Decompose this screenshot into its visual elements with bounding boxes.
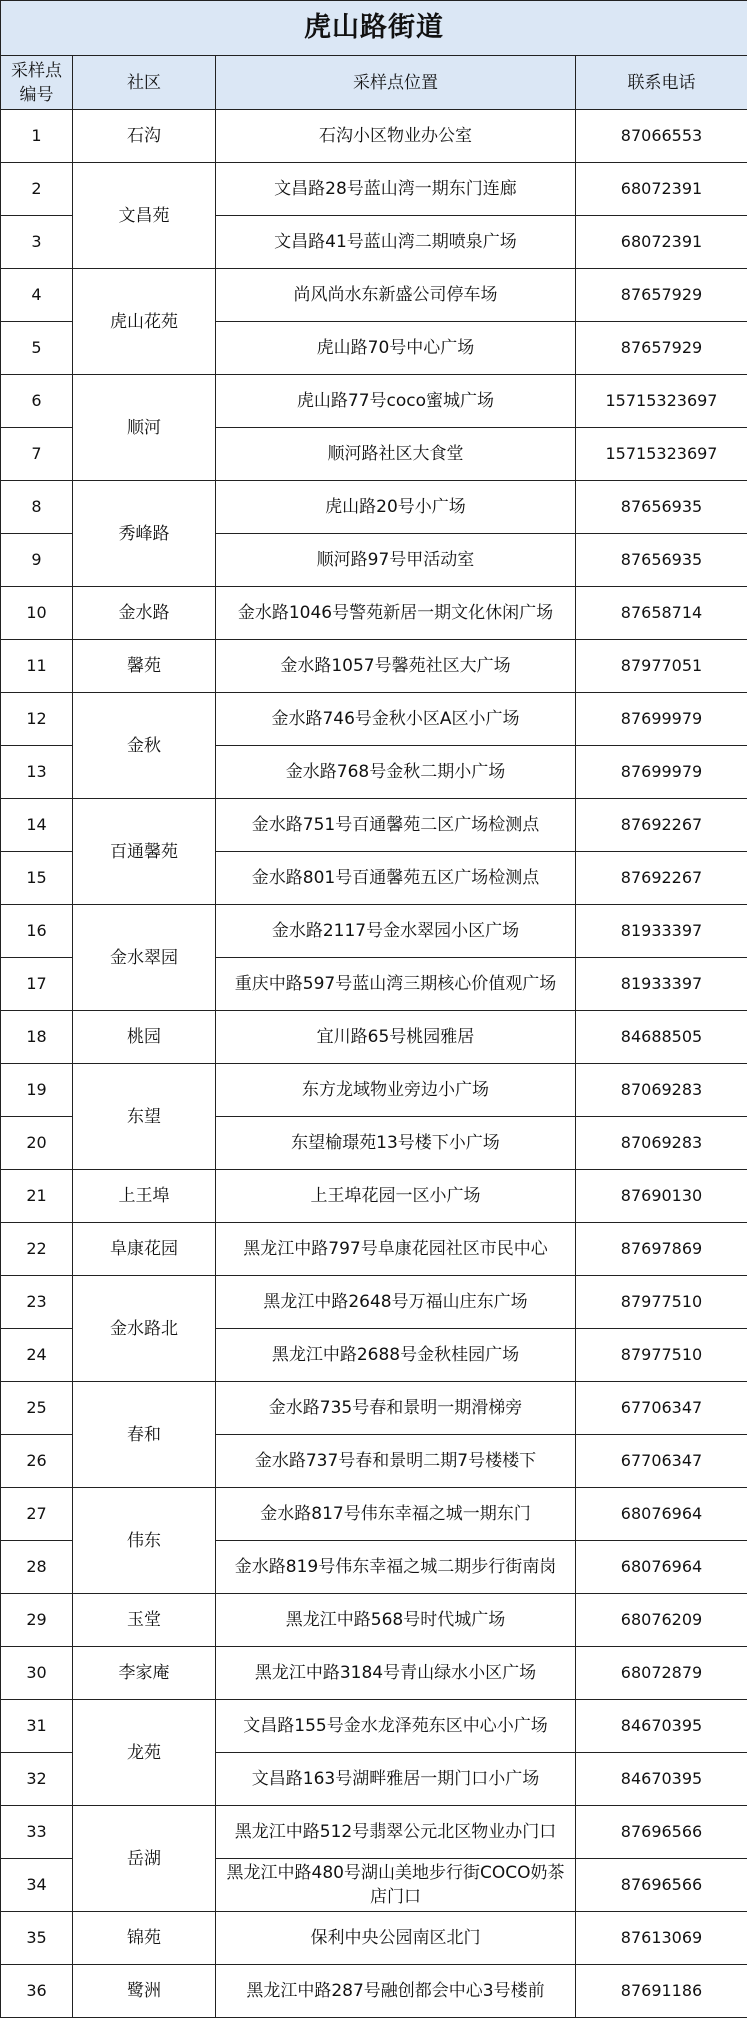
table-row	[1, 1011, 747, 1064]
cell-location: 金水路746号金秋小区A区小广场	[216, 693, 576, 746]
cell-location: 顺河路社区大食堂	[216, 428, 576, 481]
cell-location: 虎山路70号中心广场	[216, 322, 576, 375]
cell-id: 4	[1, 269, 73, 322]
cell-location: 文昌路28号蓝山湾一期东门连廊	[216, 163, 576, 216]
cell-location: 重庆中路597号蓝山湾三期核心价值观广场	[216, 958, 576, 1011]
table-row	[1, 640, 747, 693]
cell-location: 金水路1046号警苑新居一期文化休闲广场	[216, 587, 576, 640]
table-row	[1, 269, 747, 322]
table-row	[1, 110, 747, 163]
table-row	[1, 375, 747, 428]
cell-community: 玉堂	[73, 1594, 216, 1647]
cell-community: 岳湖	[73, 1806, 216, 1912]
cell-phone: 68072391	[576, 216, 747, 269]
cell-phone: 68072879	[576, 1647, 747, 1700]
cell-id: 16	[1, 905, 73, 958]
table-row	[1, 1700, 747, 1753]
cell-location: 保利中央公园南区北门	[216, 1912, 576, 1965]
table-row	[1, 1382, 747, 1435]
cell-community: 金水翠园	[73, 905, 216, 1011]
cell-id: 7	[1, 428, 73, 481]
table-row	[1, 1806, 747, 1859]
cell-community: 石沟	[73, 110, 216, 163]
cell-location: 金水路751号百通馨苑二区广场检测点	[216, 799, 576, 852]
cell-phone: 67706347	[576, 1435, 747, 1488]
cell-location: 黑龙江中路2688号金秋桂园广场	[216, 1329, 576, 1382]
cell-community: 文昌苑	[73, 163, 216, 269]
cell-phone: 87696566	[576, 1859, 747, 1912]
cell-location: 金水路735号春和景明一期滑梯旁	[216, 1382, 576, 1435]
cell-id: 32	[1, 1753, 73, 1806]
cell-id: 23	[1, 1276, 73, 1329]
table-body	[1, 110, 747, 2018]
cell-id: 29	[1, 1594, 73, 1647]
table-row	[1, 1912, 747, 1965]
cell-community: 顺河	[73, 375, 216, 481]
cell-location: 黑龙江中路2648号万福山庄东广场	[216, 1276, 576, 1329]
cell-id: 6	[1, 375, 73, 428]
cell-community: 东望	[73, 1064, 216, 1170]
table-row	[1, 1064, 747, 1117]
cell-id: 2	[1, 163, 73, 216]
cell-community: 金水路	[73, 587, 216, 640]
cell-phone: 87613069	[576, 1912, 747, 1965]
header-id: 采样点 编号	[1, 56, 73, 110]
cell-community: 馨苑	[73, 640, 216, 693]
cell-community: 李家庵	[73, 1647, 216, 1700]
cell-id: 24	[1, 1329, 73, 1382]
cell-location: 尚风尚水东新盛公司停车场	[216, 269, 576, 322]
cell-community: 伟东	[73, 1488, 216, 1594]
cell-phone: 87690130	[576, 1170, 747, 1223]
cell-phone: 87069283	[576, 1117, 747, 1170]
header-location: 采样点位置	[216, 56, 576, 110]
cell-phone: 87066553	[576, 110, 747, 163]
cell-location: 金水路768号金秋二期小广场	[216, 746, 576, 799]
cell-community: 龙苑	[73, 1700, 216, 1806]
cell-phone: 67706347	[576, 1382, 747, 1435]
cell-phone: 68076964	[576, 1541, 747, 1594]
cell-phone: 84688505	[576, 1011, 747, 1064]
cell-location: 金水路737号春和景明二期7号楼楼下	[216, 1435, 576, 1488]
cell-location: 石沟小区物业办公室	[216, 110, 576, 163]
cell-id: 1	[1, 110, 73, 163]
cell-community: 上王埠	[73, 1170, 216, 1223]
cell-id: 35	[1, 1912, 73, 1965]
cell-id: 5	[1, 322, 73, 375]
cell-phone: 87977510	[576, 1329, 747, 1382]
cell-id: 15	[1, 852, 73, 905]
header-community: 社区	[73, 56, 216, 110]
cell-id: 18	[1, 1011, 73, 1064]
cell-id: 11	[1, 640, 73, 693]
cell-location: 文昌路163号湖畔雅居一期门口小广场	[216, 1753, 576, 1806]
cell-location: 虎山路77号coco蜜城广场	[216, 375, 576, 428]
cell-community: 春和	[73, 1382, 216, 1488]
cell-community: 桃园	[73, 1011, 216, 1064]
cell-id: 31	[1, 1700, 73, 1753]
cell-phone: 84670395	[576, 1753, 747, 1806]
cell-phone: 87656935	[576, 481, 747, 534]
cell-phone: 87656935	[576, 534, 747, 587]
table-row	[1, 587, 747, 640]
cell-community: 虎山花苑	[73, 269, 216, 375]
cell-location: 黑龙江中路3184号青山绿水小区广场	[216, 1647, 576, 1700]
cell-phone: 87977510	[576, 1276, 747, 1329]
cell-id: 14	[1, 799, 73, 852]
table-row	[1, 1647, 747, 1700]
cell-id: 13	[1, 746, 73, 799]
cell-community: 金水路北	[73, 1276, 216, 1382]
cell-id: 20	[1, 1117, 73, 1170]
cell-id: 36	[1, 1965, 73, 2018]
cell-location: 金水路819号伟东幸福之城二期步行街南岗	[216, 1541, 576, 1594]
cell-phone: 87699979	[576, 746, 747, 799]
cell-phone: 15715323697	[576, 428, 747, 481]
cell-phone: 87699979	[576, 693, 747, 746]
cell-community: 百通馨苑	[73, 799, 216, 905]
cell-id: 28	[1, 1541, 73, 1594]
cell-id: 19	[1, 1064, 73, 1117]
table-row	[1, 693, 747, 746]
cell-location: 顺河路97号甲活动室	[216, 534, 576, 587]
table-row	[1, 481, 747, 534]
cell-location: 黑龙江中路797号阜康花园社区市民中心	[216, 1223, 576, 1276]
cell-id: 34	[1, 1859, 73, 1912]
cell-phone: 87069283	[576, 1064, 747, 1117]
cell-location: 金水路2117号金水翠园小区广场	[216, 905, 576, 958]
cell-phone: 87697869	[576, 1223, 747, 1276]
cell-id: 26	[1, 1435, 73, 1488]
cell-id: 10	[1, 587, 73, 640]
cell-id: 3	[1, 216, 73, 269]
cell-phone: 81933397	[576, 905, 747, 958]
header-row	[1, 56, 747, 110]
cell-location: 黑龙江中路287号融创都会中心3号楼前	[216, 1965, 576, 2018]
cell-location: 宜川路65号桃园雅居	[216, 1011, 576, 1064]
cell-phone: 68072391	[576, 163, 747, 216]
cell-community: 鹭洲	[73, 1965, 216, 2018]
cell-id: 9	[1, 534, 73, 587]
cell-community: 锦苑	[73, 1912, 216, 1965]
table-row	[1, 905, 747, 958]
cell-location: 上王埠花园一区小广场	[216, 1170, 576, 1223]
cell-community: 阜康花园	[73, 1223, 216, 1276]
cell-phone: 87657929	[576, 269, 747, 322]
table-row	[1, 799, 747, 852]
cell-location: 东方龙域物业旁边小广场	[216, 1064, 576, 1117]
cell-phone: 87692267	[576, 852, 747, 905]
cell-location: 金水路817号伟东幸福之城一期东门	[216, 1488, 576, 1541]
cell-phone: 87696566	[576, 1806, 747, 1859]
cell-id: 33	[1, 1806, 73, 1859]
header-phone: 联系电话	[576, 56, 747, 110]
cell-phone: 87692267	[576, 799, 747, 852]
cell-location: 虎山路20号小广场	[216, 481, 576, 534]
cell-phone: 68076964	[576, 1488, 747, 1541]
table-row	[1, 1594, 747, 1647]
cell-location: 东望榆璟苑13号楼下小广场	[216, 1117, 576, 1170]
cell-phone: 87657929	[576, 322, 747, 375]
cell-location: 黑龙江中路568号时代城广场	[216, 1594, 576, 1647]
table-row	[1, 1276, 747, 1329]
cell-location: 文昌路41号蓝山湾二期喷泉广场	[216, 216, 576, 269]
cell-location: 文昌路155号金水龙泽苑东区中心小广场	[216, 1700, 576, 1753]
cell-phone: 87691186	[576, 1965, 747, 2018]
cell-phone: 84670395	[576, 1700, 747, 1753]
cell-location: 金水路1057号馨苑社区大广场	[216, 640, 576, 693]
table-row	[1, 1488, 747, 1541]
cell-phone: 87658714	[576, 587, 747, 640]
cell-phone: 87977051	[576, 640, 747, 693]
cell-phone: 15715323697	[576, 375, 747, 428]
cell-community: 金秋	[73, 693, 216, 799]
cell-id: 21	[1, 1170, 73, 1223]
cell-location: 金水路801号百通馨苑五区广场检测点	[216, 852, 576, 905]
cell-phone: 68076209	[576, 1594, 747, 1647]
table-row	[1, 163, 747, 216]
cell-location: 黑龙江中路480号湖山美地步行街COCO奶茶店门口	[216, 1859, 576, 1912]
cell-community: 秀峰路	[73, 481, 216, 587]
cell-id: 22	[1, 1223, 73, 1276]
cell-id: 30	[1, 1647, 73, 1700]
cell-phone: 81933397	[576, 958, 747, 1011]
cell-location: 黑龙江中路512号翡翠公元北区物业办门口	[216, 1806, 576, 1859]
table-title: 虎山路街道	[1, 1, 747, 56]
table-row	[1, 1170, 747, 1223]
table-row	[1, 1965, 747, 2018]
cell-id: 27	[1, 1488, 73, 1541]
cell-id: 17	[1, 958, 73, 1011]
table-row	[1, 1223, 747, 1276]
cell-id: 25	[1, 1382, 73, 1435]
cell-id: 12	[1, 693, 73, 746]
cell-id: 8	[1, 481, 73, 534]
